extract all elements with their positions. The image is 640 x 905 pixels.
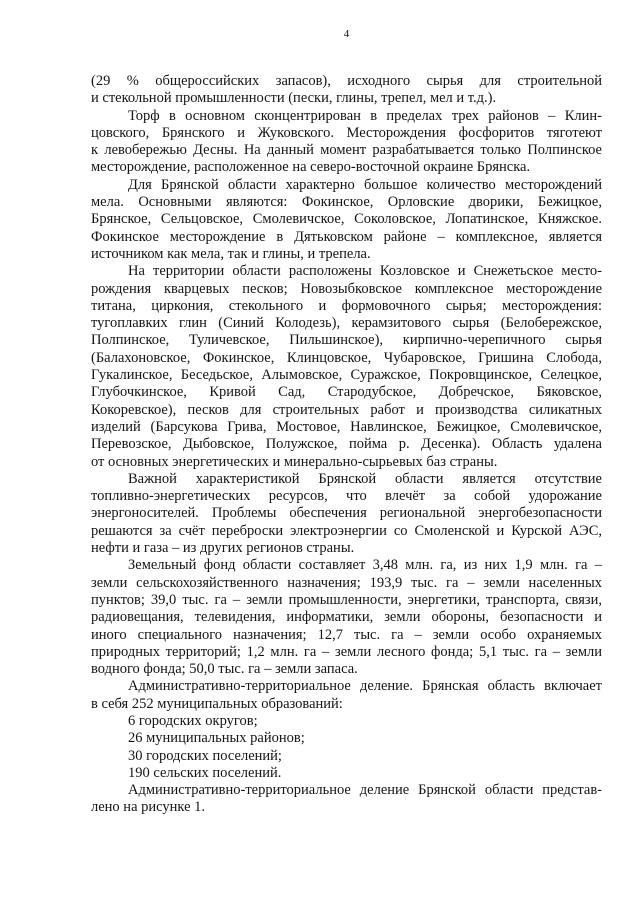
text-line: лено на рисунке 1. — [91, 799, 206, 816]
text-line: источником как мела, так и глины, и трепела. — [91, 245, 371, 262]
text-line: решаются за счёт переброски электроэнергии со Смоленской и Курской АЭС, — [91, 522, 602, 539]
text-line: водного фонда; 50,0 тыс. га – земли запаса. — [91, 661, 358, 678]
paragraph-land-fund — [91, 557, 602, 678]
paragraph-continued — [91, 73, 602, 108]
paragraph-figure-reference — [91, 782, 602, 817]
text-line: земли сельскохозяйственного назначения; 193,9 тыс. га – земли населенных — [91, 574, 602, 591]
municipal-formations-list — [91, 713, 602, 782]
text-line: и стекольной промышленности (пески, глины, трепел, мел и т.д.). — [91, 90, 497, 107]
paragraph-chalk-deposits — [91, 177, 602, 263]
text-line: Для Брянской области характерно большое количество месторождений — [128, 176, 602, 193]
text-line: в себя 252 муниципальных образований: — [91, 695, 343, 712]
text-line: энергоносителей. Проблемы обеспечения региональной энергобезопасности — [91, 505, 602, 522]
text-line: Важной характеристикой Брянской области является отсутствие — [128, 470, 602, 487]
list-item: 6 городских округов; — [128, 712, 258, 729]
text-line: Перевозское, Дыбовское, Полужское, пойма р. Десенка). Область удалена — [91, 436, 602, 453]
text-line: иного специального назначения; 12,7 тыс. га – земли особо охраняемых — [91, 626, 602, 643]
list-item: 30 городских поселений; — [128, 747, 282, 764]
text-line: месторождение, расположенное на северо-восточной окраине Брянска. — [91, 159, 531, 176]
text-line: мела. Основными являются: Фокинское, Орловские дворики, Бежицкое, — [91, 194, 602, 211]
text-line: тугоплавких глин (Синий Колодезь), керамзитового сырья (Белобережское, — [91, 315, 602, 332]
text-line: Брянское, Сельцовское, Смолевичское, Соколовское, Лопатинское, Княжское. — [91, 211, 602, 228]
list-item: 190 сельских поселений. — [128, 764, 282, 781]
paragraph-peat-phosphorites — [91, 108, 602, 177]
document-body — [91, 73, 602, 817]
text-line: изделий (Барсукова Грива, Мостовое, Навлинское, Бежицкое, Смолевичское, — [91, 418, 602, 435]
text-line: радиовещания, телевидения, информатики, земли обороны, безопасности и — [91, 609, 602, 626]
text-line: рождения кварцевых песков; Новозыбковское комплексное месторождение — [91, 280, 602, 297]
text-line: Глубочкинское, Кривой Сад, Стародубское, Добречское, Бяковское, — [91, 384, 602, 401]
text-line: топливно-энергетических ресурсов, что влечёт за собой удорожание — [91, 488, 602, 505]
text-line: Фокинское месторождение в Дятьковском районе – комплексное, является — [91, 228, 602, 245]
text-line: (Балахоновское, Фокинское, Клинцовское, Чубаровское, Гришина Слобода, — [91, 349, 602, 366]
list-item: 26 муниципальных районов; — [128, 730, 305, 747]
text-line: цовского, Брянского и Жуковского. Месторождения фосфоритов тяготеют — [91, 124, 602, 141]
text-line: нефти и газа – из других регионов страны. — [91, 540, 355, 557]
text-line: титана, циркония, стекольного и формовочного сырья; месторождения: — [91, 297, 602, 314]
text-line: На территории области расположены Козловское и Снежетьское место- — [128, 263, 602, 280]
page-number: 4 — [343, 28, 350, 40]
text-line: Полпинское, Туличевское, Пильшинское), кирпично-черепичного сырья — [91, 332, 602, 349]
text-line: (29 % общероссийских запасов), исходного сырья для строительной — [91, 73, 602, 89]
paragraph-energy-resources — [91, 471, 602, 557]
text-line: к левобережью Десны. На данный момент разрабатывается только Полпинское — [91, 142, 602, 159]
text-line: Гукалинское, Беседьское, Алымовское, Суражское, Покровщинское, Селецкое, — [91, 367, 602, 384]
text-line: пунктов; 39,0 тыс. га – земли промышленности, энергетики, транспорта, связи, — [91, 591, 602, 608]
text-line: от основных энергетических и минерально-сырьевых баз страны. — [91, 453, 498, 470]
text-line: Кокоревское), песков для строительных работ и производства силикатных — [91, 401, 602, 418]
text-line: Административно-территориальное деление Брянской области представ- — [128, 782, 602, 799]
text-line: Земельный фонд области составляет 3,48 млн. га, из них 1,9 млн. га – — [128, 557, 602, 574]
text-line: Торф в основном сконцентрирован в пределах трех районов – Клин- — [128, 107, 602, 124]
text-line: Административно-территориальное деление. Брянская область включает — [128, 678, 602, 695]
paragraph-mineral-deposits — [91, 263, 602, 471]
text-line: природных территорий; 1,2 млн. га – земли лесного фонда; 5,1 тыс. га – земли — [91, 643, 602, 660]
paragraph-administrative-division — [91, 678, 602, 713]
